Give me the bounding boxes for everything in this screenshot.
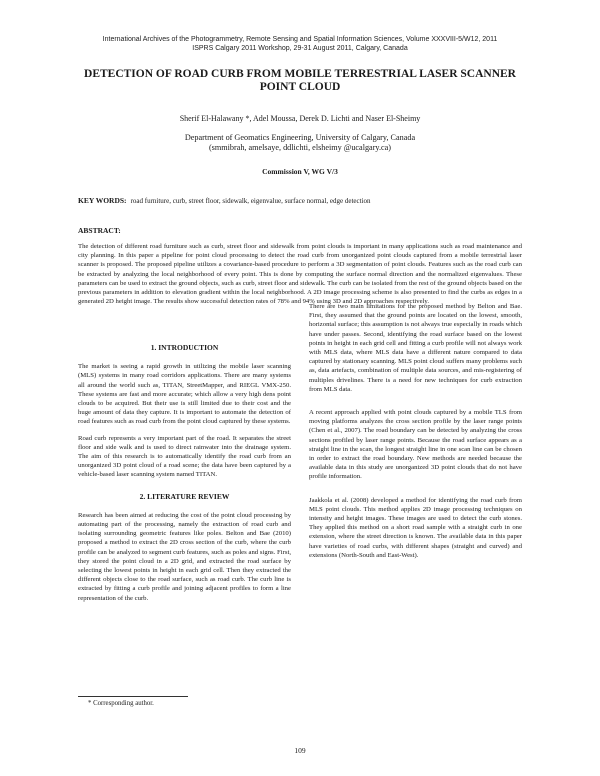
left-column bbox=[78, 343, 291, 610]
introduction-heading: 1. INTRODUCTION bbox=[150, 343, 219, 352]
commission: Commission V, WG V/3 bbox=[262, 167, 338, 176]
keywords-label: KEY WORDS: bbox=[78, 196, 127, 205]
keywords-text: road furniture, curb, street floor, sidewalk, eigenvalue, surface normal, edge detection bbox=[130, 197, 371, 205]
footnote-divider bbox=[78, 696, 188, 697]
header-line-1: International Archives of the Photogrammetry, Remote Sensing and Spatial Information Sciences, Volume XXXVIII-5/W12, 2011 bbox=[102, 36, 498, 43]
paper-title bbox=[70, 68, 530, 94]
keywords bbox=[78, 196, 540, 205]
affiliation-line-1: Department of Geomatics Engineering, University of Calgary, Canada bbox=[184, 133, 416, 142]
footnote: * Corresponding author. bbox=[88, 700, 154, 707]
header-line-2: ISPRS Calgary 2011 Workshop, 29-31 August 2011, Calgary, Canada bbox=[192, 45, 408, 52]
right-paragraph-2: A recent approach applied with point clouds captured by a mobile TLS from moving platforms analyzes the cross section profile by the laser range points (Chen et al., 2007). The road boundary can be detected by analyzing the cross sections profiled by laser range points. Because the road surface appears as a straight line in the scan, the longest straight line in one scan line can be chosen in order to extract the road boundary. New methods are needed because the available data in this study are unorganized 3D point clouds that do not have profile information. bbox=[309, 409, 522, 481]
introduction-paragraph-1: The market is seeing a rapid growth in utilizing the mobile laser scanning (MLS) systems in many road corridors applications. There are many systems all around the world such as, TITAN, StreetMapper, and RIEGL VMX-250. These systems are fast and more accurate; which allow a very high dens point clouds to be acquired. But their use is still limited due to their cost and the huge amount of data they capture. It is important to automate the detection of road features such as road curb from the point cloud captured by these systems. bbox=[78, 363, 291, 426]
page-number: 109 bbox=[294, 746, 306, 755]
right-paragraph-3: Jaakkola et al. (2008) developed a method for identifying the road curb from MLS point clouds. This method applies 2D image processing techniques on intensity and height images. These images are used to detect the curb stones. They applied this method on a short road sample with a straight curb in one extension, where the street direction is known. The available data in this paper have varieties of road curbs, with different shapes (straight and curved) and extensions (North-South and East-West). bbox=[309, 496, 522, 559]
right-column bbox=[309, 302, 522, 567]
author-list: Sherif El-Halawany *, Adel Moussa, Derek D. Lichti and Naser El-Sheimy bbox=[179, 114, 421, 123]
running-header bbox=[60, 35, 540, 53]
title-line-1: DETECTION OF ROAD CURB FROM MOBILE TERRESTRIAL LASER SCANNER bbox=[84, 68, 516, 80]
introduction-paragraph-2: Road curb represents a very important part of the road. It separates the street floor and side walk and is used to direct rainwater into the drainage system. The aim of this research is to automatically identify the road curb from an unorganized 3D point cloud of a road scene; the data have been captured by a vehicle-based laser scanning system named TITAN. bbox=[78, 434, 291, 479]
right-paragraph-1: There are two main limitations for the proposed method by Belton and Bae. First, they assumed that the ground points are located on the lowest, smooth, horizontal surface; this assumption is not always true especially in roads which have under passes. Second, identifying the road surface based on the lowest points in height in each grid cell and fitting a curb profile will not always work with MLS data, where MLS data have a different nature compared to data captured by stationary scanning. MLS point cloud suffers many problems such as, data artefacts, combination of multiple data sources, and mis-registering of multiples drivelines. There is a need for new techniques for curb extraction from MLS data. bbox=[309, 303, 522, 393]
affiliation-emails: (smmibrah, amelsaye, ddlichti, elsheimy @ucalgary.ca) bbox=[208, 143, 392, 152]
literature-review-heading: 2. LITERATURE REVIEW bbox=[139, 491, 230, 501]
title-line-2: POINT CLOUD bbox=[259, 81, 341, 93]
literature-review-paragraph-1: Research has been aimed at reducing the cost of the point cloud processing by automating part of the processing, namely the extraction of road curb and isolating surrounding geometric features like poles. Belton and Bae (2010) proposed a method to extract the 2D cross section of the curb, where the curb profile can be analyzed to segment curb features, such as poles and signs. First, they stored the point cloud in a 2D grid, and extracted the road surface by selecting the lowest points in height in each grid cell. Then they extracted the different objects close to the road surface, such as road curb. The curb line is extracted by fitting a curb profile and joining adjacent profiles to form a line representation of the curb. bbox=[78, 511, 291, 602]
abstract-heading: ABSTRACT: bbox=[78, 226, 121, 235]
abstract-text: The detection of different road furniture such as curb, street floor and sidewalk from point clouds is important in many applications such as road maintenance and city planning. In this paper a pipeline for point cloud processing to detect the road curb from unorganized point clouds captured from a mobile terrestrial laser scanner is proposed. The proposed pipeline utilizes a covariance-based procedure to perform a 3D segmentation of point clouds. Features such as the road curb can be extracted by analyzing the local neighborhood of every point. This is done by computing the surface normal direction and the normalized eigenvalues. These parameters can be used to extract the ground objects, such as curb, street floor and sidewalk. The curb can be isolated from the rest of the ground objects based on the previous parameters in addition to elevation gradient within the local neighborhood. A 2D image processing scheme is also presented to find the curbs as edges in a generated 2D height image. The results show successful detection rates of 78% and 94% using 3D and 2D approaches respectively. bbox=[78, 243, 522, 306]
affiliation bbox=[60, 133, 540, 153]
